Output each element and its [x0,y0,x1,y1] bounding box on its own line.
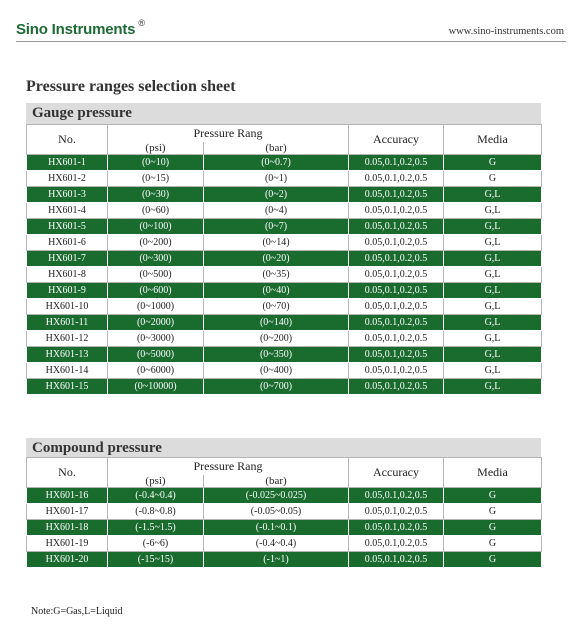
cell-bar-range: (0~200) [204,331,349,347]
cell-bar-range: (0~14) [204,235,349,251]
brand-logo: Sino Instruments ® [16,18,145,38]
cell-psi-range: (-0.4~0.4) [108,488,204,504]
cell-psi-range: (0~2000) [108,315,204,331]
cell-psi-range: (0~30) [108,187,204,203]
cell-accuracy: 0.05,0.1,0.2,0.5 [349,552,444,568]
cell-psi-range: (0~3000) [108,331,204,347]
cell-accuracy: 0.05,0.1,0.2,0.5 [349,251,444,267]
cell-psi-range: (0~6000) [108,363,204,379]
cell-bar-range: (0~40) [204,283,349,299]
cell-psi-range: (-0.8~0.8) [108,504,204,520]
col-header-no: No. [27,125,108,155]
cell-model-no: HX601-10 [27,299,108,315]
cell-bar-range: (0~35) [204,267,349,283]
cell-accuracy: 0.05,0.1,0.2,0.5 [349,363,444,379]
cell-accuracy: 0.05,0.1,0.2,0.5 [349,155,444,171]
cell-psi-range: (0~10000) [108,379,204,395]
table-row [27,552,542,568]
cell-media: G,L [444,283,542,299]
cell-model-no: HX601-14 [27,363,108,379]
cell-media: G,L [444,363,542,379]
cell-psi-range: (0~500) [108,267,204,283]
cell-bar-range: (-1~1) [204,552,349,568]
cell-media: G [444,155,542,171]
cell-accuracy: 0.05,0.1,0.2,0.5 [349,299,444,315]
cell-media: G [444,488,542,504]
cell-accuracy: 0.05,0.1,0.2,0.5 [349,203,444,219]
cell-psi-range: (0~100) [108,219,204,235]
cell-model-no: HX601-15 [27,379,108,395]
table-row [27,520,542,536]
cell-accuracy: 0.05,0.1,0.2,0.5 [349,331,444,347]
cell-bar-range: (0~4) [204,203,349,219]
cell-accuracy: 0.05,0.1,0.2,0.5 [349,536,444,552]
col-header-no: No. [27,458,108,488]
col-header-range: Pressure Rang [108,458,349,475]
table-row [27,363,542,379]
cell-accuracy: 0.05,0.1,0.2,0.5 [349,283,444,299]
table-row [27,379,542,395]
cell-model-no: HX601-2 [27,171,108,187]
cell-bar-range: (0~0.7) [204,155,349,171]
cell-accuracy: 0.05,0.1,0.2,0.5 [349,488,444,504]
cell-accuracy: 0.05,0.1,0.2,0.5 [349,347,444,363]
table-row [27,219,542,235]
cell-model-no: HX601-1 [27,155,108,171]
cell-model-no: HX601-9 [27,283,108,299]
cell-bar-range: (0~400) [204,363,349,379]
cell-model-no: HX601-3 [27,187,108,203]
cell-psi-range: (-1.5~1.5) [108,520,204,536]
table-row [27,488,542,504]
cell-model-no: HX601-16 [27,488,108,504]
cell-media: G,L [444,203,542,219]
cell-bar-range: (-0.1~0.1) [204,520,349,536]
table-row [27,331,542,347]
compound-pressure-table [26,457,542,568]
col-header-psi: (psi) [108,142,204,155]
cell-bar-range: (-0.4~0.4) [204,536,349,552]
cell-accuracy: 0.05,0.1,0.2,0.5 [349,171,444,187]
col-header-media: Media [444,125,542,155]
cell-bar-range: (0~70) [204,299,349,315]
table-row [27,504,542,520]
cell-model-no: HX601-13 [27,347,108,363]
cell-media: G,L [444,219,542,235]
table-row [27,536,542,552]
gauge-section-title: Gauge pressure [26,103,541,124]
cell-accuracy: 0.05,0.1,0.2,0.5 [349,315,444,331]
sheet-title: Pressure ranges selection sheet [26,78,236,95]
col-header-bar: (bar) [204,142,349,155]
cell-media: G [444,504,542,520]
table-row [27,155,542,171]
cell-accuracy: 0.05,0.1,0.2,0.5 [349,520,444,536]
cell-model-no: HX601-18 [27,520,108,536]
cell-model-no: HX601-7 [27,251,108,267]
cell-bar-range: (0~1) [204,171,349,187]
cell-bar-range: (0~2) [204,187,349,203]
table-row [27,171,542,187]
cell-accuracy: 0.05,0.1,0.2,0.5 [349,219,444,235]
cell-model-no: HX601-12 [27,331,108,347]
cell-accuracy: 0.05,0.1,0.2,0.5 [349,504,444,520]
cell-psi-range: (0~600) [108,283,204,299]
table-row [27,283,542,299]
cell-bar-range: (0~700) [204,379,349,395]
col-header-accuracy: Accuracy [349,458,444,488]
col-header-range: Pressure Rang [108,125,349,142]
cell-media: G,L [444,299,542,315]
cell-psi-range: (-6~6) [108,536,204,552]
cell-psi-range: (0~10) [108,155,204,171]
col-header-media: Media [444,458,542,488]
cell-media: G,L [444,251,542,267]
page-header [16,20,568,40]
cell-media: G [444,520,542,536]
cell-psi-range: (0~5000) [108,347,204,363]
table-row [27,267,542,283]
col-header-psi: (psi) [108,475,204,488]
cell-media: G,L [444,315,542,331]
cell-model-no: HX601-8 [27,267,108,283]
cell-bar-range: (-0.025~0.025) [204,488,349,504]
cell-bar-range: (0~350) [204,347,349,363]
cell-psi-range: (0~200) [108,235,204,251]
cell-media: G [444,552,542,568]
table-row [27,299,542,315]
cell-accuracy: 0.05,0.1,0.2,0.5 [349,187,444,203]
cell-media: G [444,536,542,552]
cell-model-no: HX601-19 [27,536,108,552]
cell-model-no: HX601-11 [27,315,108,331]
cell-psi-range: (0~300) [108,251,204,267]
header-divider [16,41,566,42]
cell-bar-range: (-0.05~0.05) [204,504,349,520]
cell-media: G,L [444,235,542,251]
cell-bar-range: (0~140) [204,315,349,331]
website-url: www.sino-instruments.com [448,26,564,37]
cell-model-no: HX601-6 [27,235,108,251]
table-row [27,347,542,363]
cell-accuracy: 0.05,0.1,0.2,0.5 [349,235,444,251]
cell-media: G,L [444,267,542,283]
cell-accuracy: 0.05,0.1,0.2,0.5 [349,267,444,283]
table-row [27,251,542,267]
cell-model-no: HX601-4 [27,203,108,219]
cell-media: G,L [444,187,542,203]
cell-psi-range: (0~1000) [108,299,204,315]
gauge-pressure-table [26,124,542,395]
cell-media: G,L [444,331,542,347]
cell-model-no: HX601-20 [27,552,108,568]
cell-psi-range: (-15~15) [108,552,204,568]
col-header-bar: (bar) [204,475,349,488]
cell-media: G,L [444,379,542,395]
table-row [27,235,542,251]
cell-model-no: HX601-5 [27,219,108,235]
cell-accuracy: 0.05,0.1,0.2,0.5 [349,379,444,395]
cell-model-no: HX601-17 [27,504,108,520]
cell-psi-range: (0~15) [108,171,204,187]
cell-psi-range: (0~60) [108,203,204,219]
cell-media: G [444,171,542,187]
table-row [27,315,542,331]
table-row [27,203,542,219]
compound-section-title: Compound pressure [26,438,541,459]
col-header-accuracy: Accuracy [349,125,444,155]
cell-media: G,L [444,347,542,363]
cell-bar-range: (0~7) [204,219,349,235]
media-note: Note:G=Gas,L=Liquid [31,606,123,617]
cell-bar-range: (0~20) [204,251,349,267]
table-row [27,187,542,203]
